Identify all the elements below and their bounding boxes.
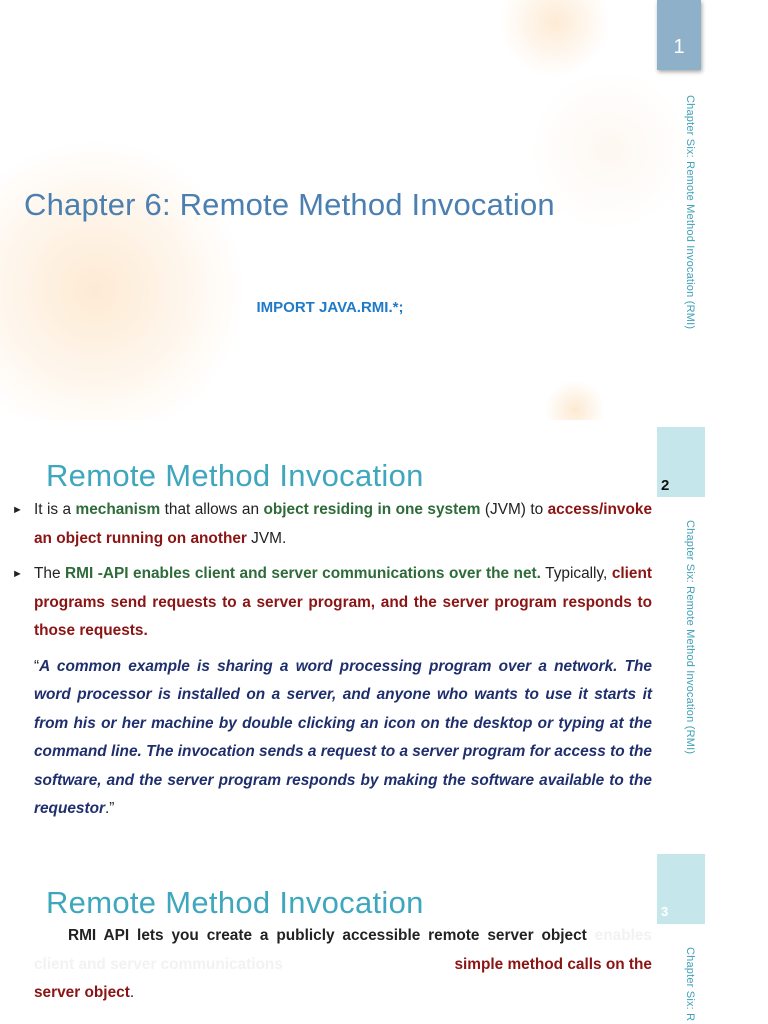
text-run: that allows an xyxy=(160,501,264,518)
bullet-paragraph xyxy=(12,560,652,646)
faded-text: enables client and server communications xyxy=(34,927,652,973)
slide-heading: Remote Method Invocation xyxy=(46,885,424,920)
slide-number: 2 xyxy=(661,477,670,494)
slide-3 xyxy=(0,850,768,1024)
emphasis-text: object residing in one system xyxy=(263,501,481,518)
slide-number-box xyxy=(657,427,705,497)
slide-1 xyxy=(0,0,768,420)
text-run: . xyxy=(129,984,135,1001)
slide-body xyxy=(12,496,652,831)
slide-subtitle: IMPORT JAVA.RMI.*; xyxy=(256,299,404,316)
side-chapter-label: Chapter Six: R xyxy=(684,947,696,1022)
text-run: JVM. xyxy=(246,529,287,547)
text-run: (JVM) to xyxy=(480,501,548,518)
text-run: The xyxy=(34,565,66,582)
quote-paragraph xyxy=(12,653,652,824)
text-run: RMI API lets you create a publicly accessible remote server object xyxy=(68,927,595,944)
emphasis-text: client programs send requests to a server program, and the server program responds to those requests. xyxy=(34,565,653,639)
slide-body xyxy=(34,922,652,1008)
bullet-arrow-icon: ► xyxy=(12,504,23,516)
slide-number: 1 xyxy=(673,36,685,58)
slide-heading: Remote Method Invocation xyxy=(46,458,424,493)
text-run: It is a xyxy=(34,501,76,518)
quote-mark: .” xyxy=(105,800,115,817)
bullet-paragraph xyxy=(12,496,652,553)
quote-mark: “ xyxy=(34,657,40,675)
emphasis-text: mechanism xyxy=(75,501,161,518)
bullet-arrow-icon: ► xyxy=(12,568,23,580)
slide-2 xyxy=(0,420,768,850)
emphasis-text: simple method calls on the xyxy=(454,955,652,973)
emphasis-text: access/invoke an object running on another xyxy=(34,501,652,547)
slide-title: Chapter 6: Remote Method Invocation xyxy=(24,187,555,222)
slide-number-box xyxy=(657,854,705,924)
slide-number-box xyxy=(657,0,701,70)
emphasis-text: server object xyxy=(34,984,130,1001)
side-chapter-label: Chapter Six: Remote Method Invocation (RMI) xyxy=(684,520,696,755)
side-chapter-label: Chapter Six: Remote Method Invocation (RMI) xyxy=(684,95,696,330)
body-paragraph xyxy=(34,922,652,1008)
text-run: Typically, xyxy=(540,565,612,582)
emphasis-text: RMI -API enables client and server communications over the net. xyxy=(65,565,541,582)
quote-text: A common example is sharing a word processing program over a network. The word processor is installed on a server, and anyone who wants to use it starts it from his or her machine by double clicking an icon on the desktop or typing at the command line. The invocation sends a request to a server program for access to the software, and the server program responds by making the software available to the requestor xyxy=(34,657,652,817)
slide-number: 3 xyxy=(661,904,669,919)
